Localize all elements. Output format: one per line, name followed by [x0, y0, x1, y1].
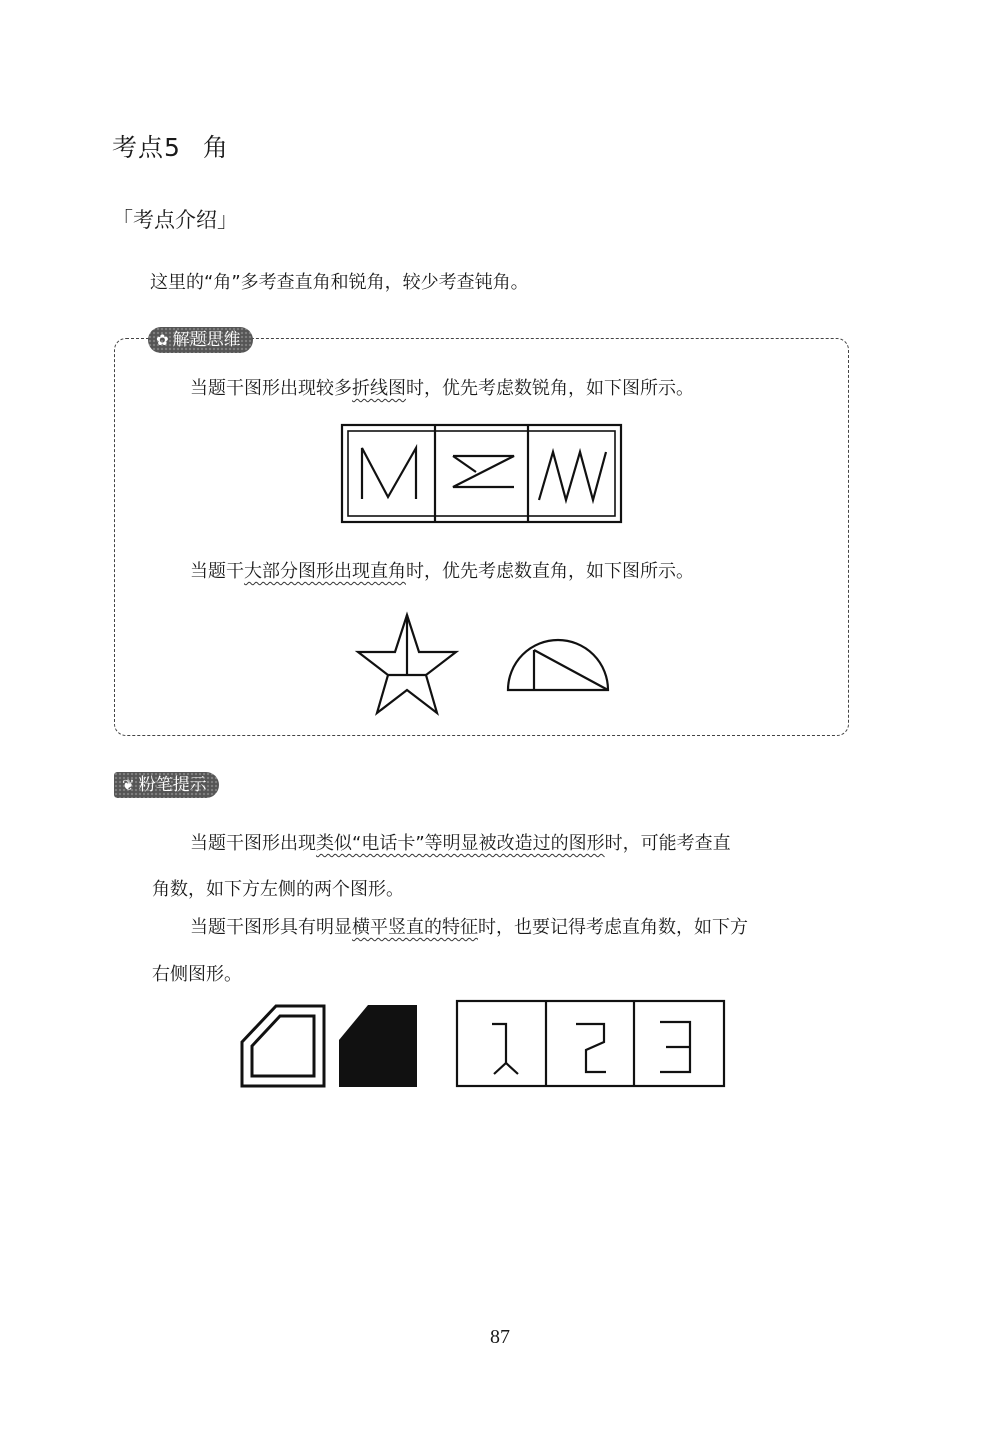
thinking-line-1-text: 当题干图形出现较多	[190, 378, 352, 399]
phone-card-solid-figure	[338, 1004, 418, 1088]
page-number: 87	[490, 1326, 510, 1348]
semicircle-diagonal	[534, 650, 608, 690]
tips-para-1-line-1	[190, 829, 731, 855]
thinking-tag	[148, 327, 253, 353]
zigzag-shape	[539, 452, 606, 500]
digit-1	[492, 1024, 506, 1063]
tips-para-2-line-2: 右侧图形。	[152, 964, 242, 985]
tips-para-1-underlined: 类似“电话卡”等明显被改造过的图形	[316, 833, 605, 854]
tips-para-2-text: 当题干图形具有明显	[190, 917, 352, 938]
thinking-line-2-rest: 时，优先考虑数直角，如下图所示。	[406, 561, 694, 582]
acute-angle-figure	[341, 424, 623, 524]
star-figure	[354, 614, 460, 716]
section-topic: 角	[202, 133, 229, 162]
thinking-line-1-rest: 时，优先考虑数锐角，如下图所示。	[406, 378, 694, 399]
thinking-line-2-text: 当题干	[190, 561, 244, 582]
tips-tag-label: 粉笔提示	[138, 775, 207, 795]
section-label: 考点5	[112, 133, 181, 162]
tips-para-1-line-2: 角数，如下方左侧的两个图形。	[152, 879, 404, 900]
tips-tag	[114, 772, 219, 798]
intro-heading: 「考点介绍」	[112, 208, 238, 232]
thinking-line-2-underlined: 大部分图形出现直角	[244, 561, 406, 582]
digits-figure	[456, 1000, 726, 1088]
thinking-line-1	[190, 374, 694, 400]
tips-para-1-text: 当题干图形出现	[190, 833, 316, 854]
tips-para-1-rest: 时，可能考查直	[604, 833, 731, 854]
m-shape	[362, 448, 416, 499]
thinking-line-1-underlined: 折线图	[352, 378, 406, 399]
section-title	[112, 128, 229, 164]
z-shape-stroke	[453, 456, 476, 472]
tips-para-2-underlined: 横平竖直的特征	[352, 917, 478, 938]
flower-icon: ✿	[156, 331, 169, 349]
digit-2	[576, 1024, 606, 1072]
tips-para-2-rest: 时，也要记得考虑直角数，如下方	[478, 917, 748, 938]
z-shape	[453, 456, 514, 487]
phone-card-outline-figure	[240, 1004, 326, 1088]
digit-1-base	[494, 1063, 518, 1074]
semicircle-figure	[506, 638, 610, 694]
tips-para-2-line-1	[190, 913, 748, 939]
thinking-tag-label: 解题思维	[172, 330, 241, 350]
leaf-icon: ❦	[122, 776, 135, 794]
thinking-line-2	[190, 557, 694, 583]
card-inner	[252, 1016, 314, 1076]
intro-text: 这里的“角”多考查直角和锐角，较少考查钝角。	[150, 272, 529, 293]
card-solid	[339, 1005, 417, 1087]
digits-frame	[457, 1001, 724, 1086]
card-outer	[242, 1006, 324, 1086]
